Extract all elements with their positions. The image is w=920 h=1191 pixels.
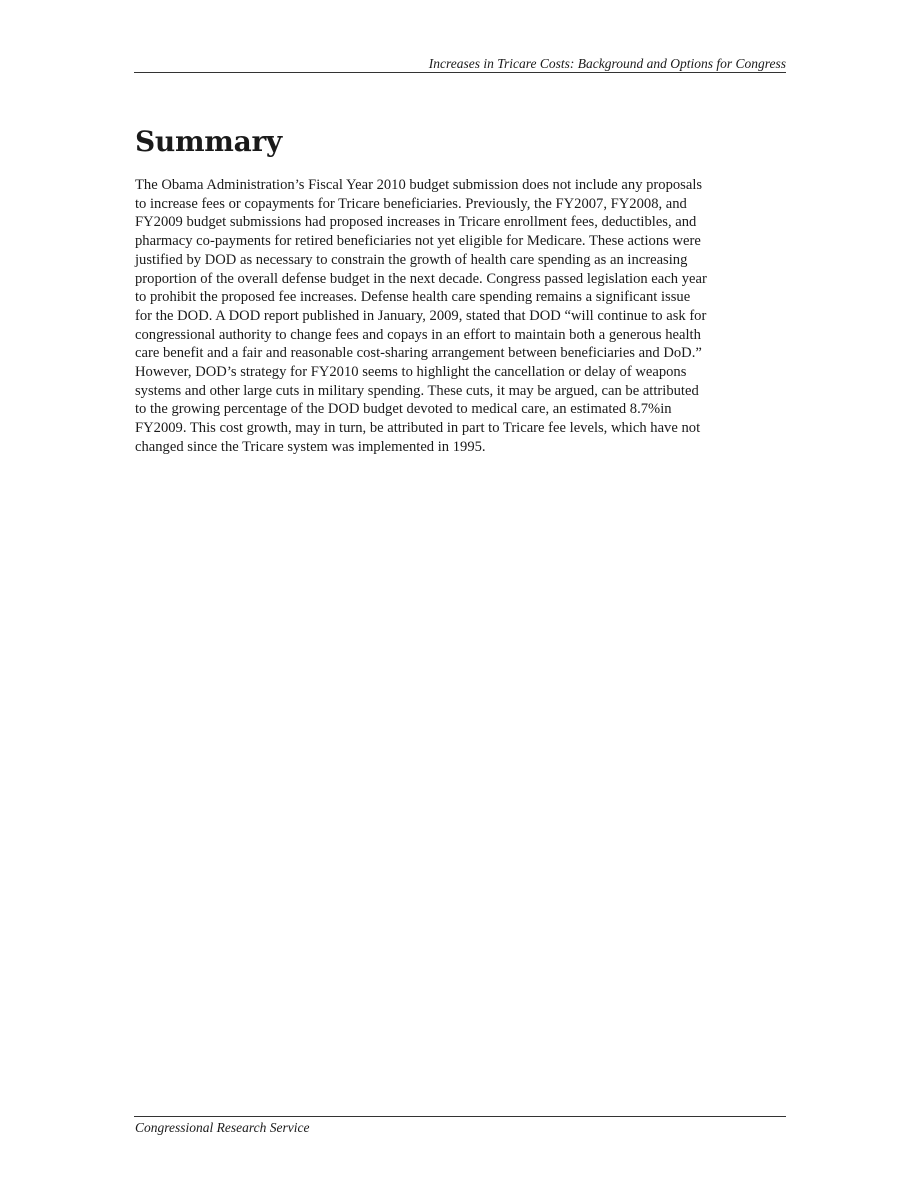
paragraph-line: to increase fees or copayments for Tricare beneficiaries. Previously, the FY2007, FY2008, and <box>135 195 687 212</box>
paragraph-line: congressional authority to change fees and copays in an effort to maintain both a generous health <box>135 326 701 343</box>
paragraph-line: to prohibit the proposed fee increases. Defense health care spending remains a significant issue <box>135 289 691 306</box>
paragraph-line: pharmacy co-payments for retired beneficiaries not yet eligible for Medicare. These actions were <box>135 233 701 250</box>
paragraph-line: FY2009 budget submissions had proposed increases in Tricare enrollment fees, deductibles, and <box>135 214 697 231</box>
paragraph-line: systems and other large cuts in military spending. These cuts, it may be argued, can be attributed <box>135 382 699 399</box>
footer-publisher: Congressional Research Service <box>135 1120 310 1135</box>
paragraph-line: FY2009. This cost growth, may in turn, be attributed in part to Tricare fee levels, which have not <box>135 420 701 437</box>
footer-rule <box>134 1116 786 1117</box>
paragraph-line: justified by DOD as necessary to constrain the growth of health care spending as an increasing <box>135 251 688 268</box>
paragraph-line: proportion of the overall defense budget in the next decade. Congress passed legislation each year <box>135 270 707 287</box>
paragraph-line: changed since the Tricare system was implemented in 1995. <box>135 438 486 455</box>
summary-paragraph <box>135 176 789 457</box>
section-heading: Summary <box>135 125 282 158</box>
paragraph-line: care benefit and a fair and reasonable cost-sharing arrangement between beneficiaries and DoD.” <box>135 345 702 362</box>
header-rule <box>134 72 786 73</box>
paragraph-line: The Obama Administration’s Fiscal Year 2010 budget submission does not include any proposals <box>135 177 703 193</box>
paragraph-line: to the growing percentage of the DOD budget devoted to medical care, an estimated 8.7%in <box>135 401 672 418</box>
paragraph-line: for the DOD. A DOD report published in January, 2009, stated that DOD “will continue to ask for <box>135 307 707 324</box>
running-header: Increases in Tricare Costs: Background and Options for Congress <box>428 56 786 71</box>
paragraph-line: However, DOD’s strategy for FY2010 seems to highlight the cancellation or delay of weapons <box>135 364 687 381</box>
